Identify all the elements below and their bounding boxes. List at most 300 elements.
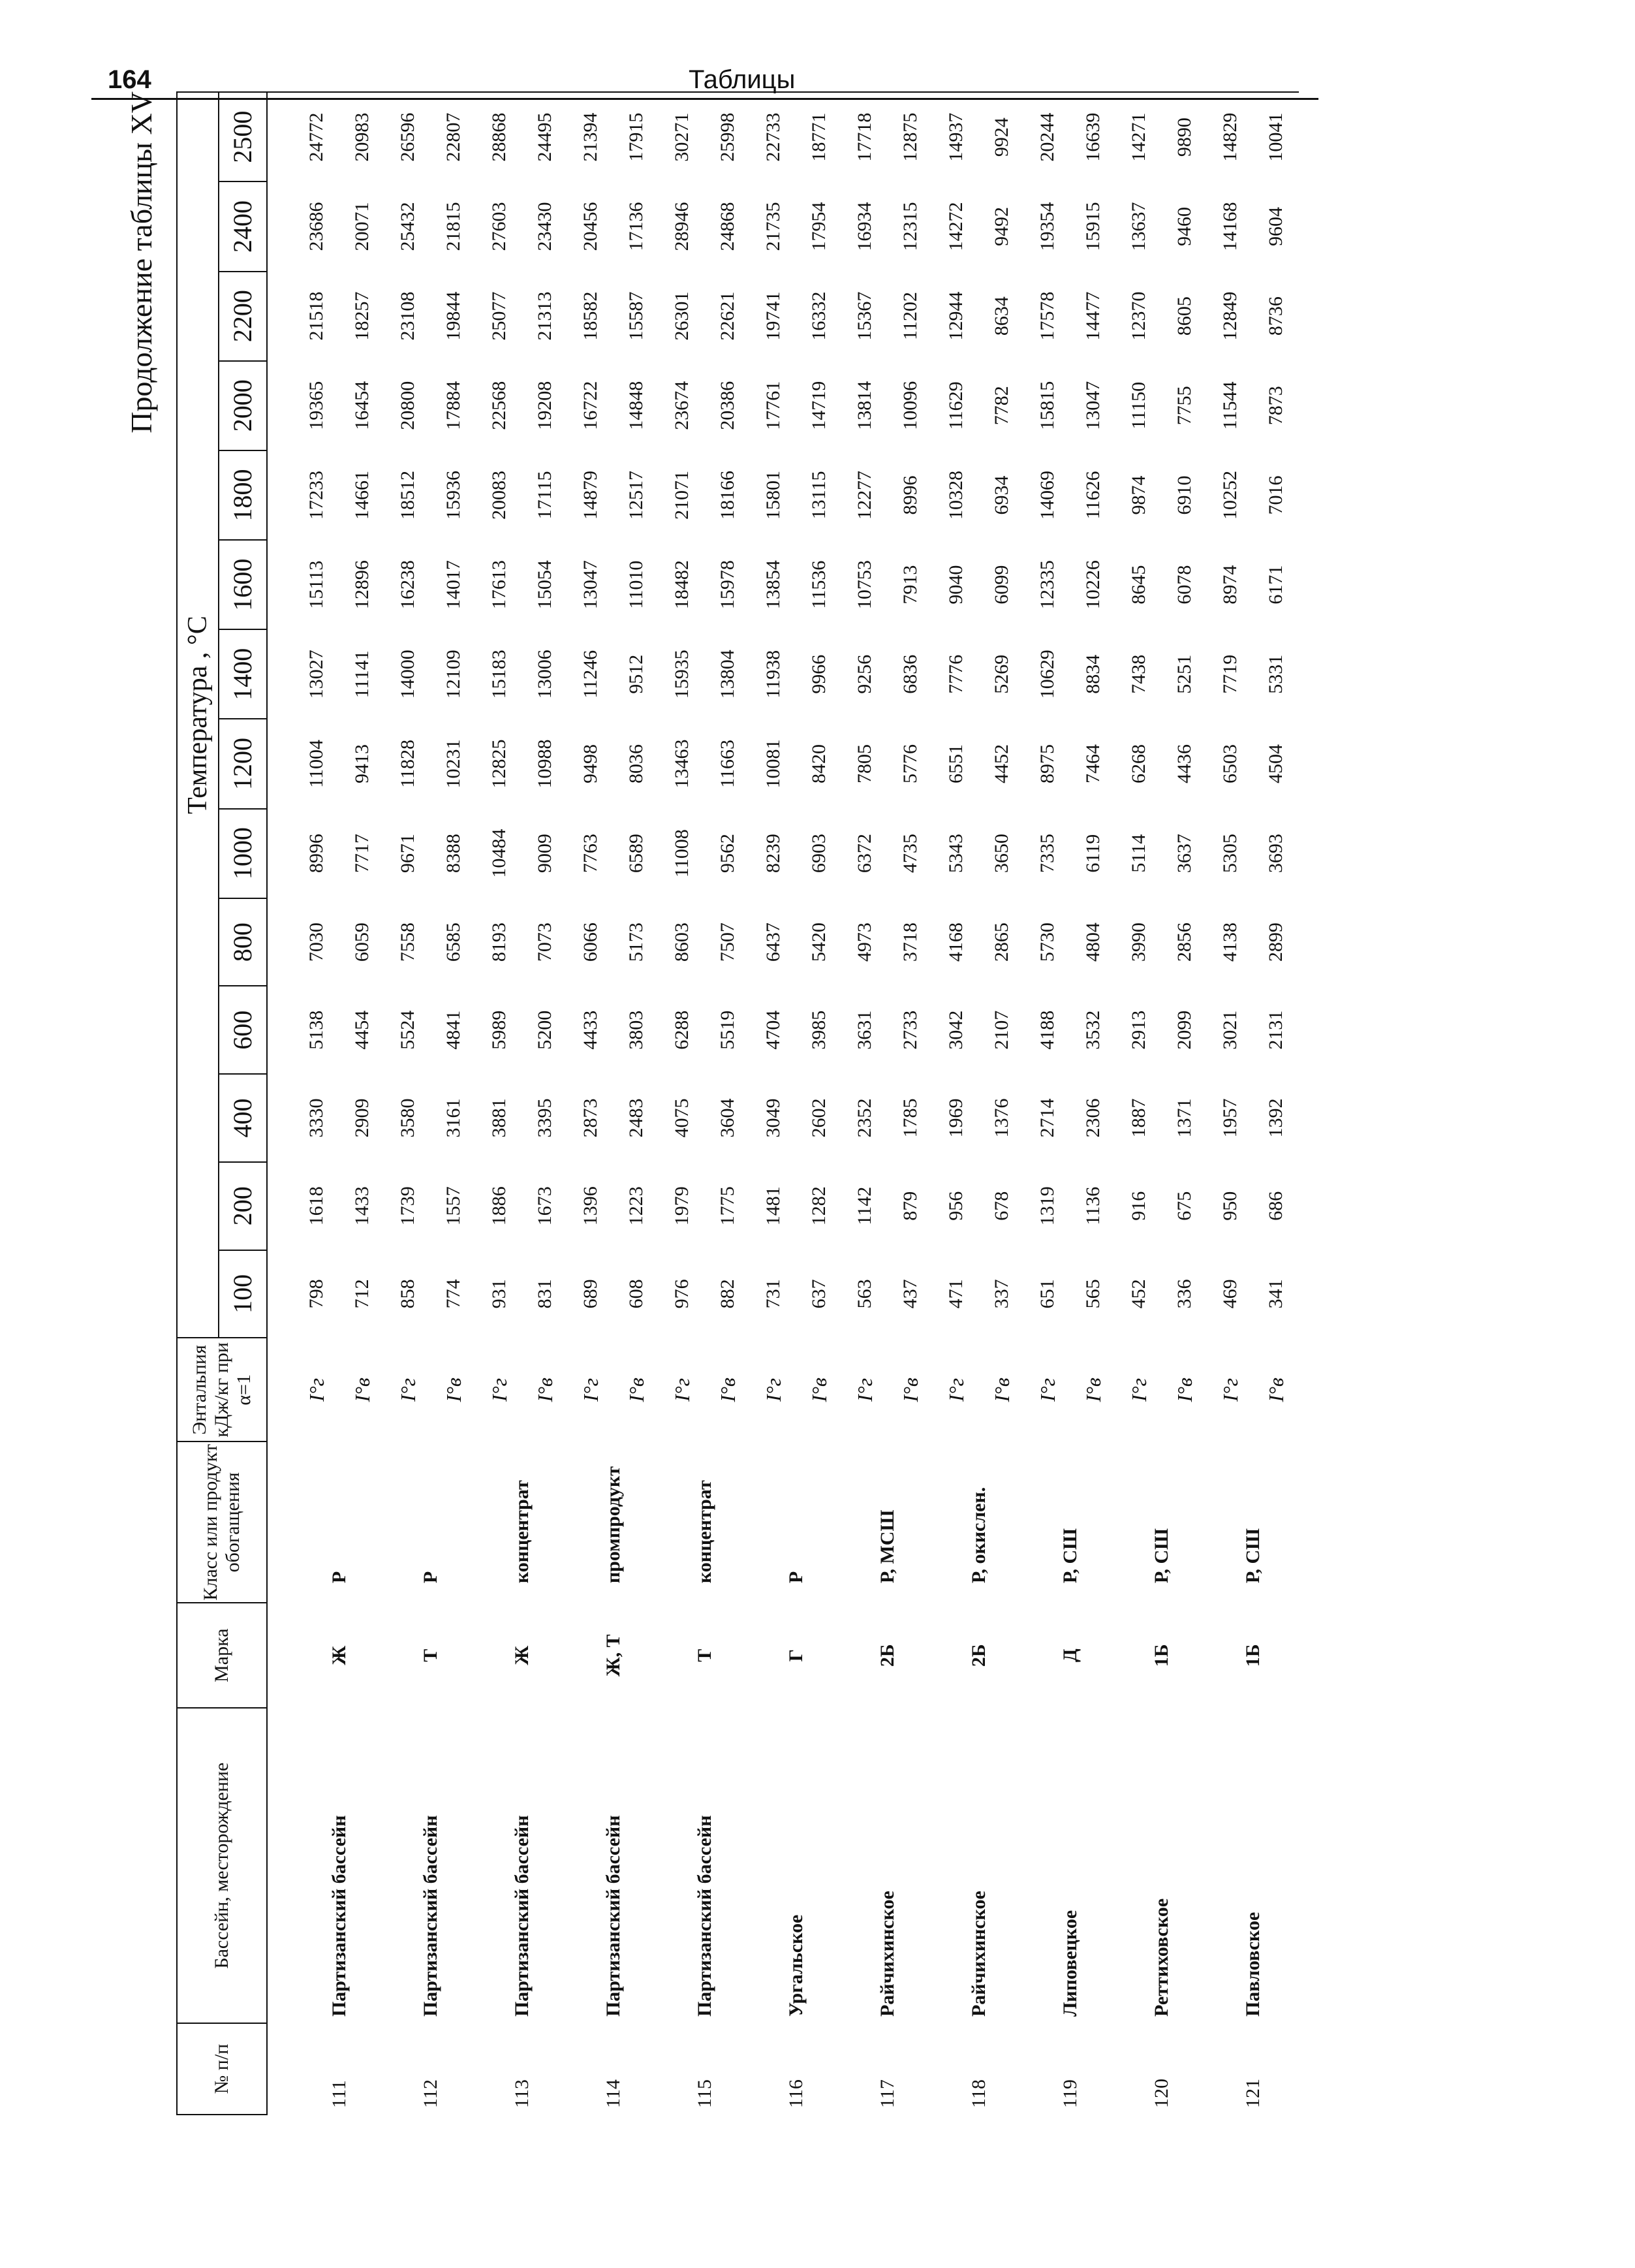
value-cell: 6099 xyxy=(991,565,1012,605)
value-cell: 5420 xyxy=(808,922,830,962)
value-cell: 14069 xyxy=(1036,470,1058,520)
temp-header-1000: 1000 xyxy=(219,809,267,898)
value-cell: 2483 xyxy=(625,1098,647,1138)
value-cell: 336 xyxy=(1174,1279,1195,1309)
value-cell: 2856 xyxy=(1174,922,1195,962)
value-cell: 20456 xyxy=(580,202,601,251)
basin-name: Липовецкое xyxy=(1059,1910,1081,2017)
value-cell: 956 xyxy=(945,1191,967,1221)
table-row xyxy=(933,92,979,2115)
value-cell: 10753 xyxy=(854,560,875,610)
value-cell: 12849 xyxy=(1219,291,1241,341)
value-cell: 3693 xyxy=(1265,834,1286,874)
product-class: промпродукт xyxy=(602,1466,624,1584)
value-cell: 9009 xyxy=(534,834,555,874)
value-cell: 4436 xyxy=(1174,744,1195,783)
basin-name: Реттиховское xyxy=(1151,1898,1172,2017)
value-cell: 10252 xyxy=(1219,470,1241,520)
value-cell: 8634 xyxy=(991,296,1012,336)
basin-name: Партизанский бассейн xyxy=(602,1815,624,2017)
table-row xyxy=(1025,92,1070,2115)
value-cell: 18512 xyxy=(397,470,418,520)
product-class: Р xyxy=(328,1571,350,1584)
table-caption: Продолжение таблицы XV xyxy=(125,91,158,433)
coal-mark: 2Б xyxy=(968,1644,989,1667)
value-cell: 2714 xyxy=(1036,1098,1058,1138)
value-cell: 9460 xyxy=(1174,206,1195,246)
value-cell: 8834 xyxy=(1082,654,1104,694)
value-cell: 17761 xyxy=(762,381,784,430)
value-cell: 11246 xyxy=(580,650,601,699)
value-cell: 5138 xyxy=(305,1010,327,1050)
enthalpy-air-symbol: I°в xyxy=(1081,1378,1105,1402)
value-cell: 1376 xyxy=(991,1098,1012,1138)
value-cell: 19365 xyxy=(305,381,327,430)
value-cell: 11544 xyxy=(1219,381,1241,430)
value-cell: 9924 xyxy=(991,118,1012,157)
value-cell: 13047 xyxy=(580,560,601,610)
value-cell: 7464 xyxy=(1082,744,1104,783)
basin-name: Райчихинское xyxy=(877,1891,898,2017)
value-cell: 16454 xyxy=(351,381,373,430)
value-cell: 1142 xyxy=(854,1186,875,1225)
value-cell: 28868 xyxy=(488,112,510,162)
value-cell: 11202 xyxy=(899,292,921,341)
value-cell: 2107 xyxy=(991,1010,1012,1050)
value-cell: 1618 xyxy=(305,1186,327,1226)
value-cell: 3637 xyxy=(1174,834,1195,874)
value-cell: 8420 xyxy=(808,744,830,783)
value-cell: 11141 xyxy=(351,650,373,699)
value-cell: 931 xyxy=(488,1279,510,1309)
value-cell: 8603 xyxy=(671,922,693,962)
value-cell: 15367 xyxy=(854,291,875,341)
enthalpy-air-symbol: I°в xyxy=(350,1378,374,1402)
value-cell: 21394 xyxy=(580,112,601,162)
value-cell: 5989 xyxy=(488,1010,510,1050)
value-cell: 20083 xyxy=(488,470,510,520)
enthalpy-air-symbol: I°в xyxy=(1264,1378,1288,1402)
enthalpy-gas-symbol: I°г xyxy=(852,1378,877,1402)
value-cell: 3395 xyxy=(534,1098,555,1138)
value-cell: 23430 xyxy=(534,202,555,251)
value-cell: 18166 xyxy=(717,470,738,520)
value-cell: 8193 xyxy=(488,922,510,962)
row-number: 111 xyxy=(328,2080,350,2108)
value-cell: 20071 xyxy=(351,202,373,251)
enthalpy-air-symbol: I°в xyxy=(441,1378,465,1402)
basin-name: Ургальское xyxy=(785,1914,807,2017)
value-cell: 469 xyxy=(1219,1279,1241,1309)
value-cell: 4452 xyxy=(991,744,1012,783)
value-cell: 8975 xyxy=(1036,744,1058,783)
value-cell: 5251 xyxy=(1174,654,1195,694)
value-cell: 8974 xyxy=(1219,565,1241,605)
temp-header-100: 100 xyxy=(219,1250,267,1338)
basin-name: Партизанский бассейн xyxy=(420,1815,441,2017)
value-cell: 24772 xyxy=(305,112,327,162)
value-cell: 12335 xyxy=(1036,560,1058,610)
value-cell: 30271 xyxy=(671,112,693,162)
value-cell: 6372 xyxy=(854,834,875,874)
value-cell: 22621 xyxy=(717,291,738,341)
value-cell: 1371 xyxy=(1174,1098,1195,1138)
enthalpy-gas-symbol: I°г xyxy=(578,1378,602,1402)
value-cell: 13463 xyxy=(671,739,693,789)
row-number: 112 xyxy=(420,2079,441,2108)
value-cell: 21313 xyxy=(534,291,555,341)
value-cell: 13115 xyxy=(808,471,830,520)
value-cell: 7873 xyxy=(1265,386,1286,426)
value-cell: 7016 xyxy=(1265,475,1286,515)
value-cell: 10096 xyxy=(899,381,921,430)
value-cell: 1481 xyxy=(762,1186,784,1226)
value-cell: 950 xyxy=(1219,1191,1241,1221)
value-cell: 13006 xyxy=(534,650,555,699)
value-cell: 337 xyxy=(991,1279,1012,1309)
value-cell: 7030 xyxy=(305,922,327,962)
value-cell: 22568 xyxy=(488,381,510,430)
value-cell: 4138 xyxy=(1219,922,1241,962)
temp-header-2000: 2000 xyxy=(219,361,267,450)
value-cell: 1319 xyxy=(1036,1186,1058,1226)
value-cell: 15054 xyxy=(534,560,555,610)
value-cell: 21815 xyxy=(443,202,464,251)
enthalpy-gas-symbol: I°г xyxy=(944,1378,968,1402)
value-cell: 20800 xyxy=(397,381,418,430)
value-cell: 7335 xyxy=(1036,834,1058,874)
coal-mark: Т xyxy=(420,1648,441,1662)
basin-name: Партизанский бассейн xyxy=(694,1815,715,2017)
value-cell: 7805 xyxy=(854,744,875,783)
running-head: Таблицы xyxy=(689,65,796,94)
value-cell: 9413 xyxy=(351,744,373,783)
coal-mark: 1Б xyxy=(1151,1644,1172,1667)
value-cell: 1886 xyxy=(488,1186,510,1226)
value-cell: 6059 xyxy=(351,922,373,962)
value-cell: 8036 xyxy=(625,744,647,783)
value-cell: 7763 xyxy=(580,834,601,874)
value-cell: 27603 xyxy=(488,202,510,251)
value-cell: 3631 xyxy=(854,1010,875,1050)
row-number: 113 xyxy=(511,2079,533,2108)
value-cell: 6078 xyxy=(1174,565,1195,605)
value-cell: 25432 xyxy=(397,202,418,251)
temp-header-200: 200 xyxy=(219,1162,267,1250)
value-cell: 1396 xyxy=(580,1186,601,1226)
value-cell: 4504 xyxy=(1265,744,1286,783)
value-cell: 1775 xyxy=(717,1186,738,1226)
value-cell: 5114 xyxy=(1128,834,1149,873)
value-cell: 15978 xyxy=(717,560,738,610)
value-cell: 4454 xyxy=(351,1010,373,1050)
value-cell: 9040 xyxy=(945,565,967,605)
value-cell: 14829 xyxy=(1219,112,1241,162)
table-row xyxy=(568,92,614,2115)
value-cell: 6503 xyxy=(1219,744,1241,783)
value-cell: 3042 xyxy=(945,1010,967,1050)
value-cell: 19844 xyxy=(443,291,464,341)
value-cell: 14937 xyxy=(945,112,967,162)
value-cell: 18482 xyxy=(671,560,693,610)
enthalpy-table xyxy=(176,91,1299,2115)
value-cell: 9498 xyxy=(580,744,601,783)
value-cell: 14477 xyxy=(1082,291,1104,341)
value-cell: 9492 xyxy=(991,206,1012,246)
value-cell: 3161 xyxy=(443,1098,464,1138)
value-cell: 15915 xyxy=(1082,202,1104,251)
coal-mark: 2Б xyxy=(877,1644,898,1667)
value-cell: 16934 xyxy=(854,202,875,251)
value-cell: 3021 xyxy=(1219,1010,1241,1050)
table-row xyxy=(1207,92,1253,2115)
value-cell: 7913 xyxy=(899,565,921,605)
value-cell: 5524 xyxy=(397,1010,418,1050)
product-class: Р, СШ xyxy=(1242,1528,1264,1584)
table-row xyxy=(751,92,796,2115)
value-cell: 11663 xyxy=(717,740,738,788)
temp-header-400: 400 xyxy=(219,1074,267,1162)
value-cell: 11150 xyxy=(1128,381,1149,430)
value-cell: 6288 xyxy=(671,1010,693,1050)
value-cell: 15587 xyxy=(625,291,647,341)
value-cell: 17613 xyxy=(488,560,510,610)
temp-header-2500: 2500 xyxy=(219,92,267,181)
value-cell: 2899 xyxy=(1265,922,1286,962)
value-cell: 4433 xyxy=(580,1010,601,1050)
value-cell: 21518 xyxy=(305,291,327,341)
value-cell: 11938 xyxy=(762,650,784,699)
value-cell: 14168 xyxy=(1219,202,1241,251)
basin-name: Павловское xyxy=(1242,1912,1264,2017)
enthalpy-gas-symbol: I°г xyxy=(1127,1378,1151,1402)
value-cell: 15935 xyxy=(671,650,693,699)
value-cell: 20983 xyxy=(351,112,373,162)
value-cell: 879 xyxy=(899,1191,921,1221)
value-cell: 686 xyxy=(1265,1191,1286,1221)
row-number: 116 xyxy=(785,2079,807,2108)
value-cell: 18257 xyxy=(351,291,373,341)
value-cell: 14272 xyxy=(945,202,967,251)
value-cell: 14848 xyxy=(625,381,647,430)
row-number: 118 xyxy=(968,2079,989,2108)
value-cell: 7558 xyxy=(397,922,418,962)
row-number: 114 xyxy=(602,2079,624,2108)
value-cell: 26301 xyxy=(671,291,693,341)
value-cell: 22733 xyxy=(762,112,784,162)
value-cell: 17136 xyxy=(625,202,647,251)
value-cell: 2099 xyxy=(1174,1010,1195,1050)
value-cell: 10081 xyxy=(762,739,784,789)
value-cell: 10328 xyxy=(945,470,967,520)
value-cell: 20244 xyxy=(1036,112,1058,162)
value-cell: 17915 xyxy=(625,112,647,162)
value-cell: 5173 xyxy=(625,922,647,962)
value-cell: 4804 xyxy=(1082,922,1104,962)
value-cell: 1136 xyxy=(1082,1186,1104,1225)
value-cell: 10629 xyxy=(1036,650,1058,699)
value-cell: 6836 xyxy=(899,654,921,694)
basin-name: Партизанский бассейн xyxy=(511,1815,533,2017)
value-cell: 4735 xyxy=(899,834,921,874)
value-cell: 21735 xyxy=(762,202,784,251)
value-cell: 15936 xyxy=(443,470,464,520)
enthalpy-gas-symbol: I°г xyxy=(1035,1378,1059,1402)
value-cell: 4973 xyxy=(854,922,875,962)
value-cell: 3049 xyxy=(762,1098,784,1138)
value-cell: 14000 xyxy=(397,650,418,699)
value-cell: 9671 xyxy=(397,834,418,874)
value-cell: 8605 xyxy=(1174,296,1195,336)
col-num-header: № п/п xyxy=(177,2023,267,2115)
value-cell: 8996 xyxy=(899,475,921,515)
value-cell: 2602 xyxy=(808,1098,830,1138)
value-cell: 1433 xyxy=(351,1186,373,1226)
value-cell: 6268 xyxy=(1128,744,1149,783)
value-cell: 10231 xyxy=(443,739,464,789)
value-cell: 4168 xyxy=(945,922,967,962)
value-cell: 3650 xyxy=(991,834,1012,874)
value-cell: 17884 xyxy=(443,381,464,430)
value-cell: 7782 xyxy=(991,386,1012,426)
value-cell: 16238 xyxy=(397,560,418,610)
value-cell: 3985 xyxy=(808,1010,830,1050)
value-cell: 4704 xyxy=(762,1010,784,1050)
coal-mark: Ж xyxy=(511,1645,533,1665)
product-class: концентрат xyxy=(511,1480,533,1584)
enthalpy-gas-symbol: I°г xyxy=(304,1378,328,1402)
value-cell: 3604 xyxy=(717,1098,738,1138)
value-cell: 17954 xyxy=(808,202,830,251)
row-number: 121 xyxy=(1242,2079,1264,2108)
value-cell: 14661 xyxy=(351,470,373,520)
value-cell: 1979 xyxy=(671,1186,693,1226)
value-cell: 6119 xyxy=(1082,834,1104,873)
value-cell: 3532 xyxy=(1082,1010,1104,1050)
enthalpy-air-symbol: I°в xyxy=(898,1378,922,1402)
enthalpy-gas-symbol: I°г xyxy=(487,1378,511,1402)
value-cell: 5331 xyxy=(1265,654,1286,694)
value-cell: 798 xyxy=(305,1279,327,1309)
value-cell: 15815 xyxy=(1036,381,1058,430)
value-cell: 10988 xyxy=(534,739,555,789)
value-cell: 2873 xyxy=(580,1098,601,1138)
temp-header-800: 800 xyxy=(219,898,267,986)
value-cell: 858 xyxy=(397,1279,418,1309)
coal-mark: Г xyxy=(785,1649,807,1662)
value-cell: 11010 xyxy=(625,560,647,609)
temp-header-600: 600 xyxy=(219,986,267,1074)
basin-name: Партизанский бассейн xyxy=(328,1815,350,2017)
value-cell: 10484 xyxy=(488,828,510,878)
col-basin-header: Бассейн, месторождение xyxy=(177,1708,267,2023)
value-cell: 1969 xyxy=(945,1098,967,1138)
value-cell: 2131 xyxy=(1265,1010,1286,1050)
table-row xyxy=(476,92,522,2115)
value-cell: 12370 xyxy=(1128,291,1149,341)
enthalpy-air-symbol: I°в xyxy=(533,1378,557,1402)
value-cell: 11008 xyxy=(671,829,693,878)
value-cell: 25077 xyxy=(488,291,510,341)
value-cell: 3718 xyxy=(899,922,921,962)
value-cell: 341 xyxy=(1265,1279,1286,1309)
value-cell: 17115 xyxy=(534,471,555,520)
value-cell: 23108 xyxy=(397,291,418,341)
value-cell: 19741 xyxy=(762,291,784,341)
value-cell: 1957 xyxy=(1219,1098,1241,1138)
value-cell: 6910 xyxy=(1174,475,1195,515)
col-enthalpy-header: Энтальпия кДж/кг при α=1 xyxy=(177,1338,267,1441)
value-cell: 12109 xyxy=(443,650,464,699)
value-cell: 774 xyxy=(443,1279,464,1309)
value-cell: 731 xyxy=(762,1279,784,1309)
value-cell: 16332 xyxy=(808,291,830,341)
value-cell: 1673 xyxy=(534,1186,555,1226)
value-cell: 11629 xyxy=(945,381,967,430)
value-cell: 2913 xyxy=(1128,1010,1149,1050)
rotated-table-area xyxy=(124,91,1299,2115)
temp-header-1800: 1800 xyxy=(219,450,267,540)
value-cell: 2909 xyxy=(351,1098,373,1138)
basin-name: Райчихинское xyxy=(968,1891,989,2017)
value-cell: 608 xyxy=(625,1279,647,1309)
table-row xyxy=(267,92,339,2115)
value-cell: 6903 xyxy=(808,834,830,874)
value-cell: 13814 xyxy=(854,381,875,430)
enthalpy-gas-symbol: I°г xyxy=(1218,1378,1242,1402)
value-cell: 14017 xyxy=(443,560,464,610)
value-cell: 18771 xyxy=(808,112,830,162)
value-cell: 9604 xyxy=(1265,206,1286,246)
value-cell: 6437 xyxy=(762,922,784,962)
value-cell: 17578 xyxy=(1036,291,1058,341)
value-cell: 565 xyxy=(1082,1279,1104,1309)
value-cell: 1557 xyxy=(443,1186,464,1226)
row-number: 120 xyxy=(1151,2079,1172,2108)
value-cell: 9890 xyxy=(1174,118,1195,157)
table-row xyxy=(385,92,431,2115)
value-cell: 22807 xyxy=(443,112,464,162)
value-cell: 1887 xyxy=(1128,1098,1149,1138)
enthalpy-air-symbol: I°в xyxy=(624,1378,648,1402)
value-cell: 12315 xyxy=(899,202,921,251)
temp-header-2400: 2400 xyxy=(219,181,267,271)
value-cell: 9256 xyxy=(854,654,875,694)
coal-mark: Ж, Т xyxy=(602,1634,624,1677)
value-cell: 6551 xyxy=(945,744,967,783)
value-cell: 563 xyxy=(854,1279,875,1309)
value-cell: 17233 xyxy=(305,470,327,520)
value-cell: 9874 xyxy=(1128,475,1149,515)
temp-header-1600: 1600 xyxy=(219,540,267,629)
product-class: Р, МСШ xyxy=(877,1509,898,1584)
value-cell: 17718 xyxy=(854,112,875,162)
value-cell: 3990 xyxy=(1128,922,1149,962)
enthalpy-air-symbol: I°в xyxy=(989,1378,1014,1402)
value-cell: 2865 xyxy=(991,922,1012,962)
value-cell: 5730 xyxy=(1036,922,1058,962)
value-cell: 18582 xyxy=(580,291,601,341)
temp-header-1200: 1200 xyxy=(219,719,267,808)
value-cell: 7776 xyxy=(945,654,967,694)
value-cell: 16722 xyxy=(580,381,601,430)
value-cell: 831 xyxy=(534,1279,555,1309)
value-cell: 7717 xyxy=(351,834,373,874)
value-cell: 471 xyxy=(945,1279,967,1309)
value-cell: 5200 xyxy=(534,1010,555,1050)
value-cell: 3580 xyxy=(397,1098,418,1138)
value-cell: 24495 xyxy=(534,112,555,162)
